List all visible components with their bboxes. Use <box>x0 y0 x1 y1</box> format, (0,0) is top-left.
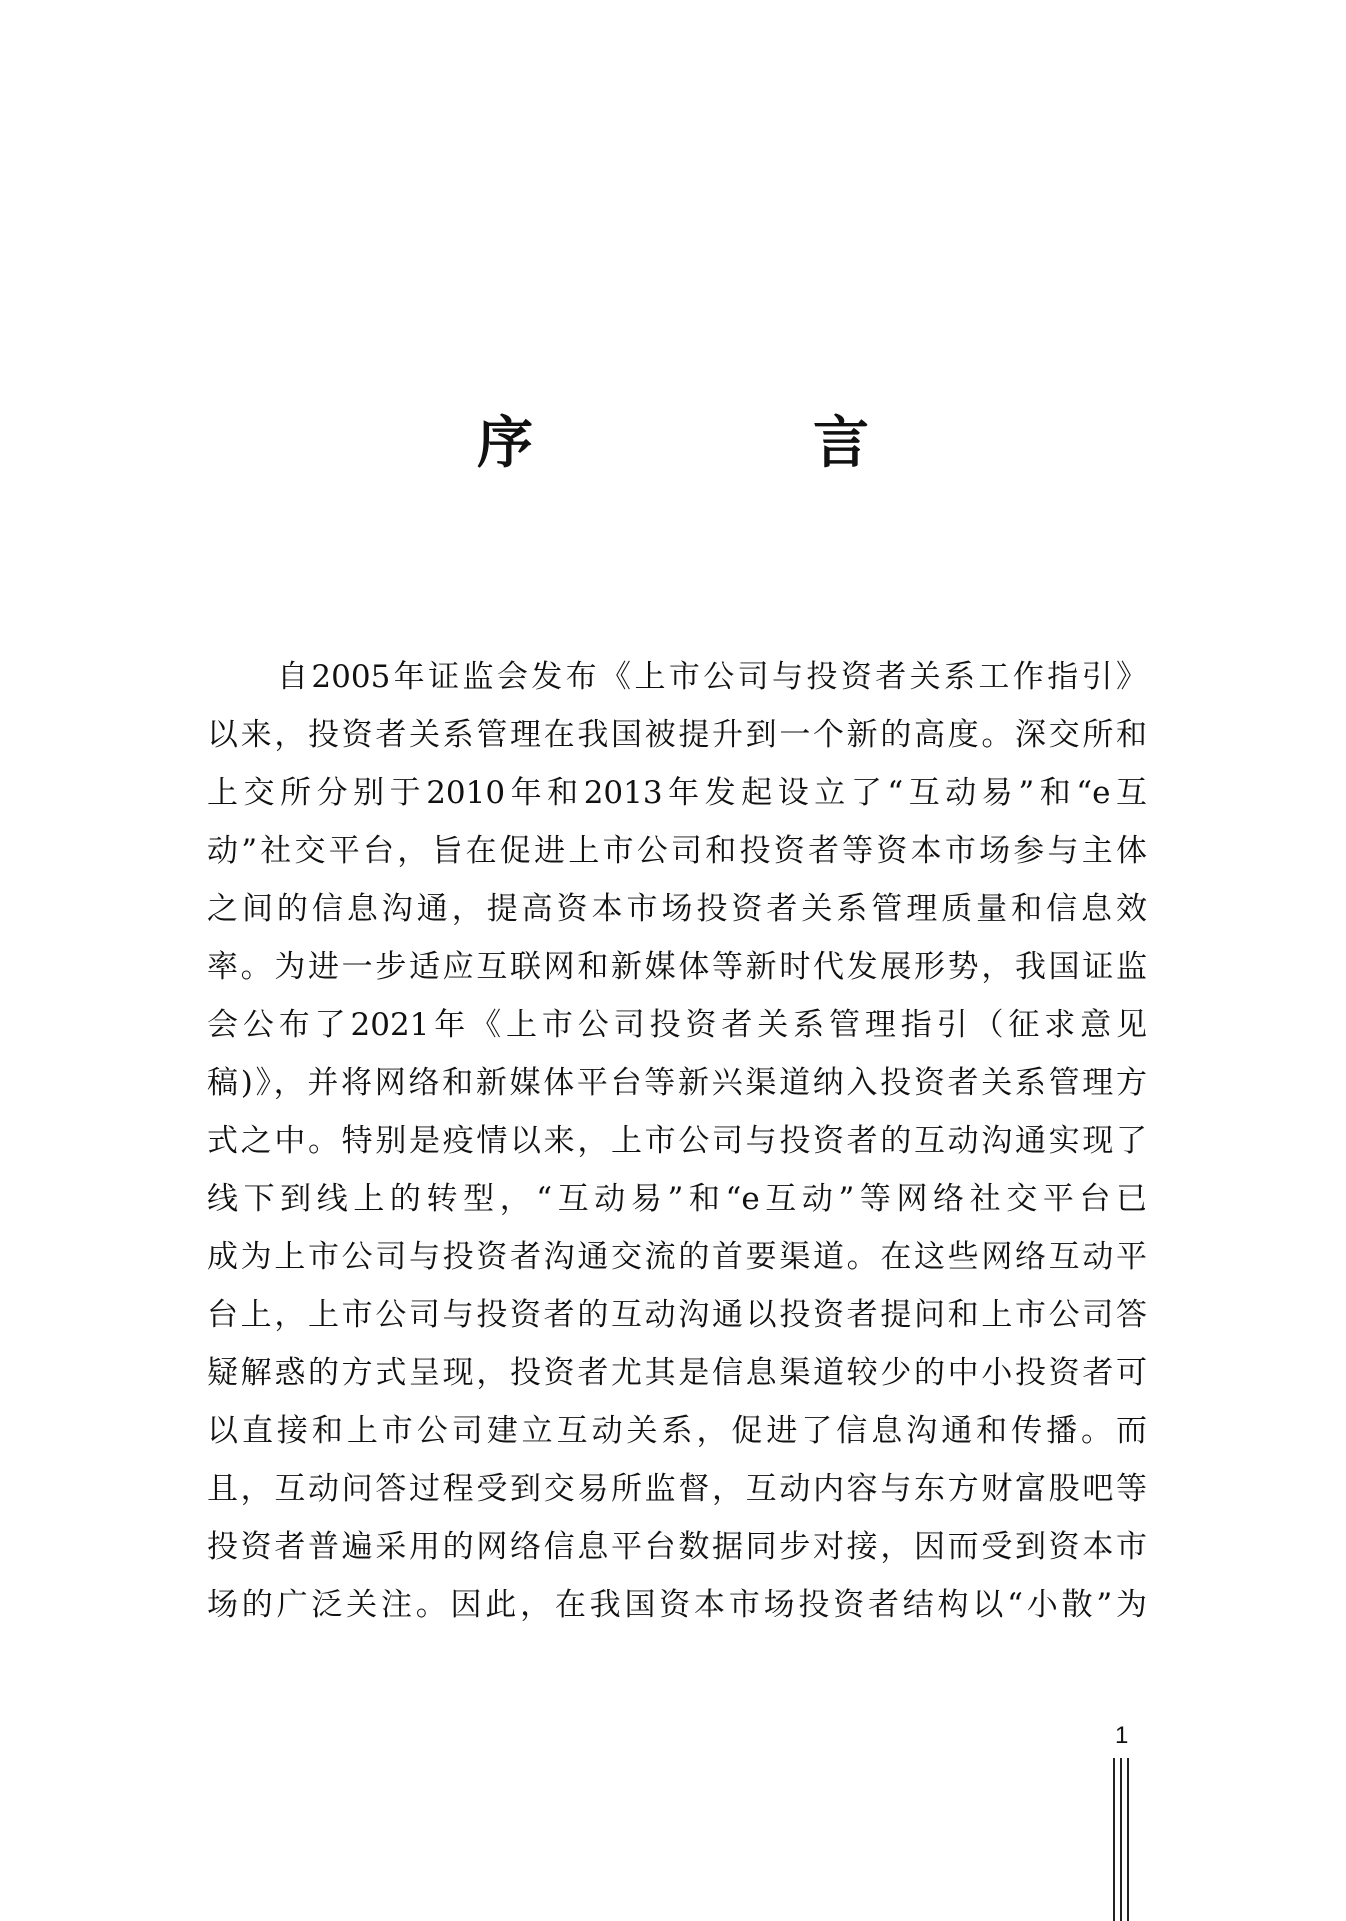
thumb-index-rule <box>1113 1758 1115 1921</box>
paragraph-line: 线下到线上的转型，“互动易”和“e互动”等网络社交平台已 <box>207 1181 1147 1217</box>
paragraph-line: 成为上市公司与投资者沟通交流的首要渠道。在这些网络互动平 <box>207 1239 1147 1275</box>
page-number: 1 <box>1115 1722 1129 1749</box>
paragraph-line: 稿)》，并将网络和新媒体平台等新兴渠道纳入投资者关系管理方 <box>207 1065 1147 1101</box>
paragraph-line: 疑解惑的方式呈现，投资者尤其是信息渠道较少的中小投资者可 <box>207 1355 1147 1391</box>
paragraph-line: 投资者普遍采用的网络信息平台数据同步对接，因而受到资本市 <box>207 1529 1147 1565</box>
paragraph-line: 上交所分别于2010年和2013年发起设立了“互动易”和“e互 <box>207 775 1147 811</box>
paragraph-line: 自2005年证监会发布《上市公司与投资者关系工作指引》 <box>277 659 1147 695</box>
paragraph-line: 台上，上市公司与投资者的互动沟通以投资者提问和上市公司答 <box>207 1297 1147 1333</box>
paragraph-line: 率。为进一步适应互联网和新媒体等新时代发展形势，我国证监 <box>207 949 1147 985</box>
paragraph-line: 动”社交平台，旨在促进上市公司和投资者等资本市场参与主体 <box>207 833 1147 869</box>
paragraph-line: 以来，投资者关系管理在我国被提升到一个新的高度。深交所和 <box>207 717 1147 753</box>
paragraph-line: 之间的信息沟通，提高资本市场投资者关系管理质量和信息效 <box>207 891 1147 927</box>
preface-paragraph <box>207 648 1147 1634</box>
paragraph-line: 以直接和上市公司建立互动关系，促进了信息沟通和传播。而 <box>207 1413 1147 1449</box>
thumb-index-rule <box>1120 1758 1122 1921</box>
paragraph-line: 且，互动问答过程受到交易所监督，互动内容与东方财富股吧等 <box>207 1471 1147 1507</box>
page-title: 序 言 <box>477 410 981 476</box>
paragraph-line: 式之中。特别是疫情以来，上市公司与投资者的互动沟通实现了 <box>207 1123 1147 1159</box>
paragraph-line: 场的广泛关注。因此，在我国资本市场投资者结构以“小散”为 <box>207 1587 1147 1623</box>
paragraph-line: 会公布了2021年《上市公司投资者关系管理指引（征求意见 <box>207 1007 1147 1043</box>
thumb-index-rule <box>1127 1758 1129 1921</box>
